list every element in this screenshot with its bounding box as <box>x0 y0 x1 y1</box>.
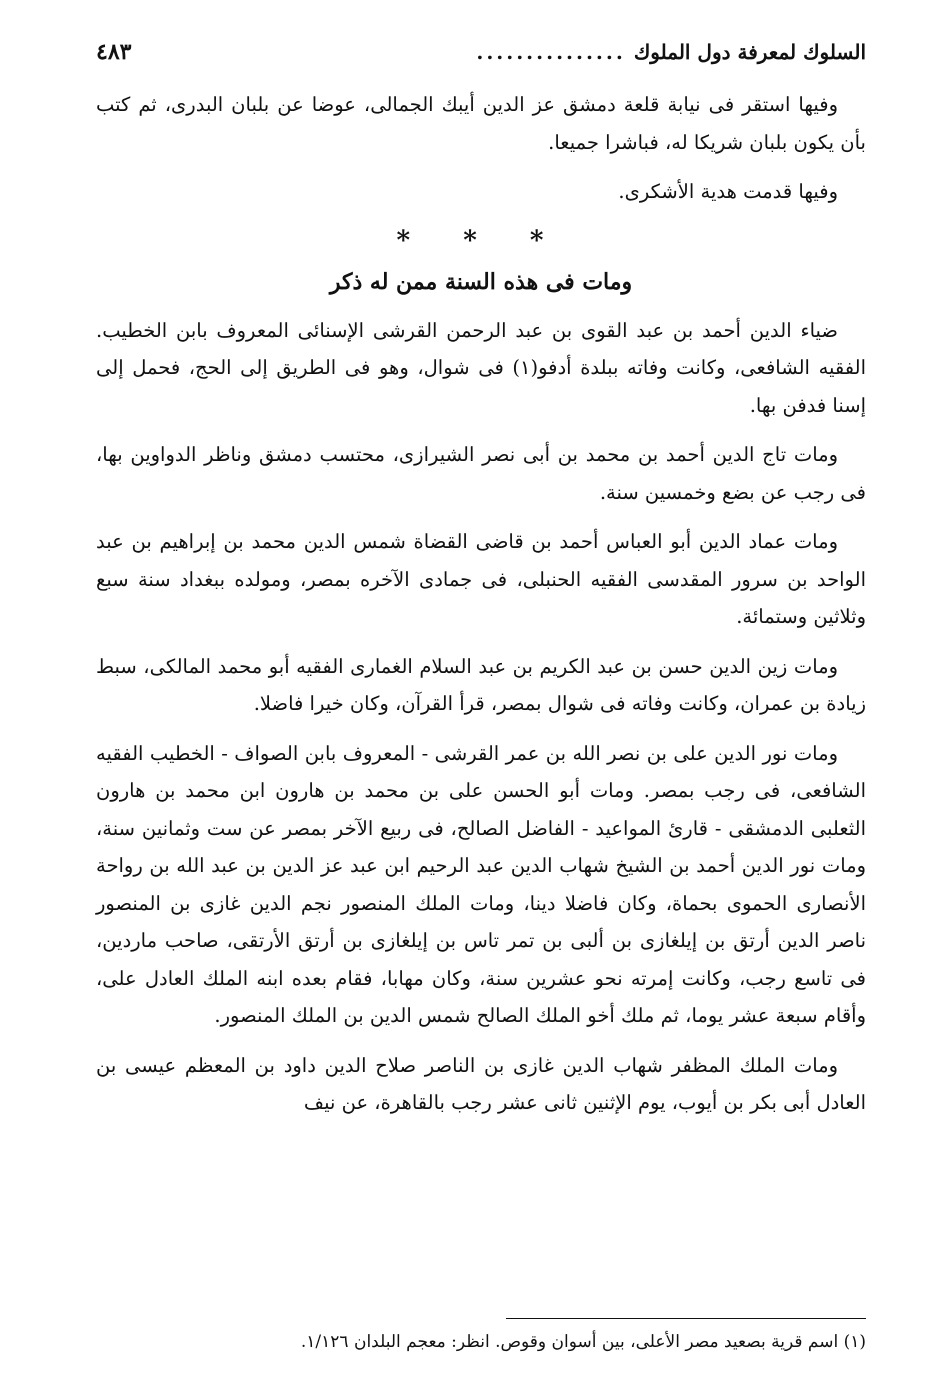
book-page <box>96 28 866 1368</box>
obituary-paragraph: ومات الملك المظفر شهاب الدين غازى بن الناصر صلاح الدين داود بن المعظم عيسى بن العادل أبى بكر بن أيوب، يوم الإثنين ثانى عشر رجب بالقاهرة، عن نيف <box>96 1053 866 1114</box>
obituary-paragraph: ضياء الدين أحمد بن عبد القوى بن عبد الرحمن القرشى الإسنائى المعروف بابن الخطيب. الفقيه الشافعى، وكانت وفاته ببلدة أدفو(١) فى شوال، وهو فى الطريق إلى الحج، فحمل إلى إسنا فدفن بها. <box>96 318 866 417</box>
header-leader-dots: ............... <box>476 40 626 64</box>
footnote-divider <box>506 1318 866 1319</box>
obituary-paragraph: ومات نور الدين على بن نصر الله بن عمر القرشى - المعروف بابن الصواف - الخطيب الفقيه الشافعى، فى رجب بمصر. ومات أبو الحسن على بن محمد بن هارون ابن محمد بن هارون الثعلبى الدمشقى - قارئ المواعيد - الفاضل الصالح، فى ربيع الآخر بمصر عن ست وثمانين سنة، ومات نور الدين أحمد بن الشيخ شهاب الدين عبد الرحيم ابن عبد عز الدين بن عبد الله بن رواحة الأنصارى الحموى بحماة، وكان فاضلا دينا، ومات الملك المنصور نجم الدين غازى بن المنصور ناصر الدين أرتق بن إيلغازى بن ألبى بن تمر تاس بن إيلغازى بن أرتق الأرتقى، صاحب ماردين، فى تاسع رجب، وكانت إمرته نحو عشرين سنة، وكان مهابا، فقام بعده ابنه الملك العادل على، وأقام سبعة عشر يوما، ثم ملك أخو الملك الصالح شمس الدين بن الملك المنصور. <box>96 741 867 1027</box>
obituary-paragraph: ومات تاج الدين أحمد بن محمد بن أبى نصر الشيرازى، محتسب دمشق وناظر الدواوين بها، فى رجب عن بضع وخمسين سنة. <box>96 443 866 504</box>
section-heading: ومات فى هذه السنة ممن له ذكر <box>329 269 633 295</box>
section-separator: * * * <box>396 225 566 256</box>
book-title: السلوك لمعرفة دول الملوك <box>633 40 866 64</box>
obituary-paragraph: ومات زين الدين حسن بن عبد الكريم بن عبد السلام الغمارى الفقيه أبو محمد المالكى، سبط زيادة بن عمران، وكانت وفاته فى شوال بمصر، قرأ القرآن، وكان خيرا فاضلا. <box>96 654 866 715</box>
page-number: ٤٨٣ <box>96 39 132 65</box>
paragraph-gift: وفيها قدمت هدية الأشكرى. <box>618 180 838 203</box>
footnote: (١) اسم قرية بصعيد مصر الأعلى، بين أسوان وقوص. انظر: معجم البلدان ١/١٢٦. <box>300 1332 866 1352</box>
paragraph-appointment: وفيها استقر فى نيابة قلعة دمشق عز الدين أيبك الجمالى، عوضا عن بلبان البدرى، ثم كتب بأن يكون بلبان شريكا له، فباشرا جميعا. <box>96 93 866 154</box>
obituary-paragraph: ومات عماد الدين أبو العباس أحمد بن قاضى القضاة شمس الدين محمد بن إبراهيم بن عبد الواحد بن سرور المقدسى الفقيه الحنبلى، فى جمادى الآخره بمصر، ومولده ببغداد سنة سبع وثلاثين وستمائة. <box>96 530 866 628</box>
main-text <box>96 86 866 1134</box>
running-header <box>96 34 866 70</box>
